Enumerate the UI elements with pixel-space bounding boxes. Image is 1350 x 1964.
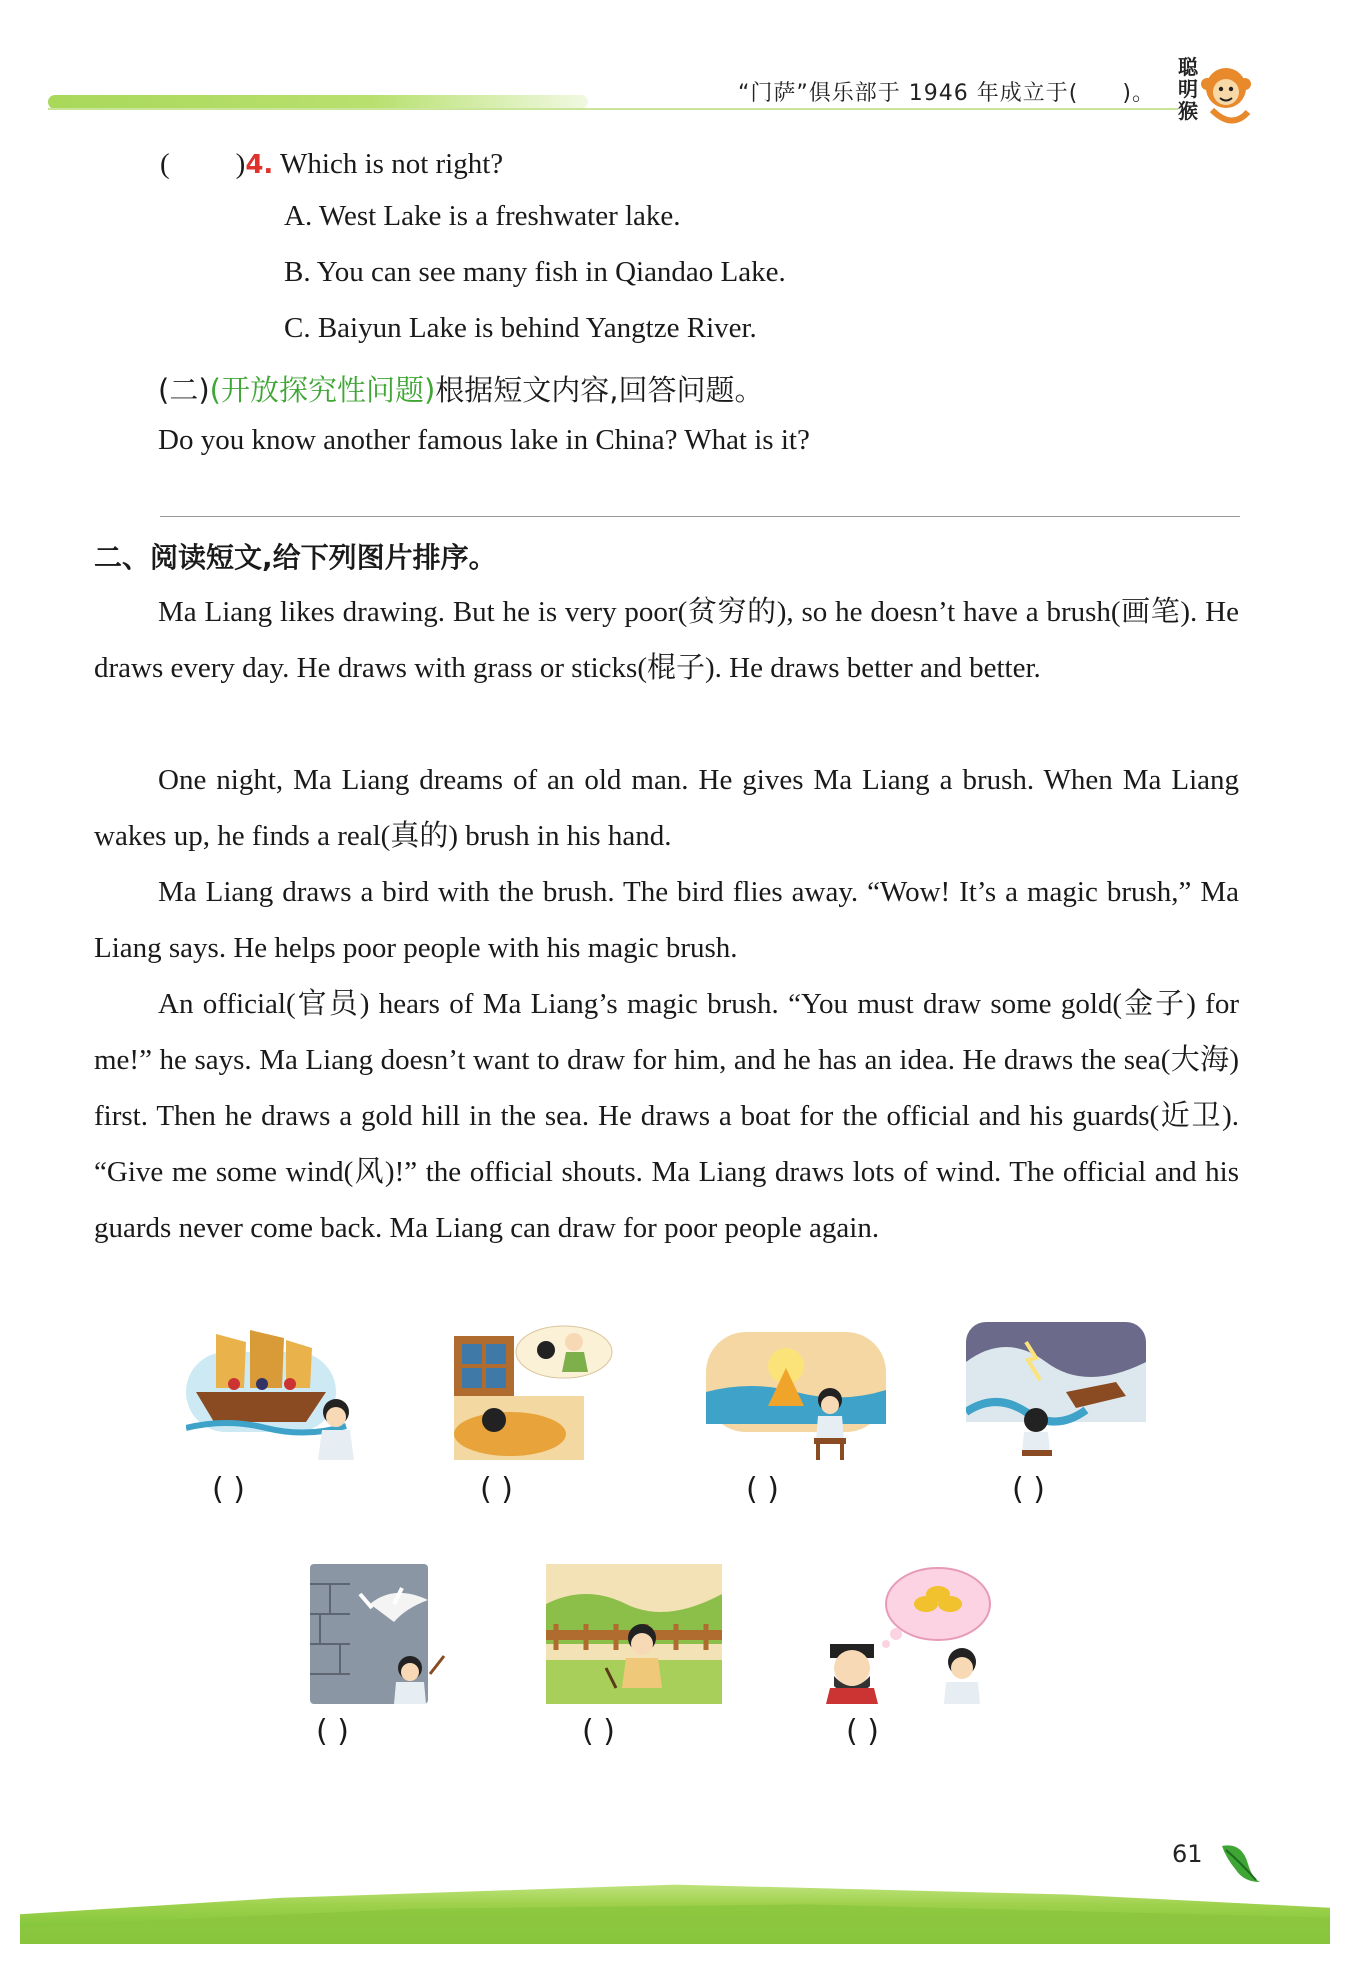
- header-bar: [48, 95, 588, 109]
- official-gold-scene-icon: [826, 1564, 1002, 1704]
- answer-paren[interactable]: ( ): [212, 1472, 245, 1507]
- boat-scene-icon: [186, 1322, 368, 1460]
- answer-paren[interactable]: ( ): [846, 1714, 879, 1749]
- answer-paren-open: (: [160, 148, 170, 180]
- story-paragraph-3: Ma Liang draws a bird with the brush. The bird flies away. “Wow! It’s a magic brush,” Ma Liang says. He helps poor people with his magic brush.: [94, 876, 1239, 964]
- header-trivia-after: )。: [1122, 81, 1155, 106]
- answer-paren[interactable]: ( ): [582, 1714, 615, 1749]
- option-a[interactable]: A. West Lake is a freshwater lake.: [284, 200, 681, 232]
- option-b[interactable]: B. You can see many fish in Qiandao Lake.: [284, 256, 786, 288]
- gold-hill-scene-icon: [706, 1322, 888, 1460]
- question-4: [160, 148, 503, 181]
- header-trivia: [738, 76, 1155, 107]
- part2-prefix: (二): [158, 373, 210, 407]
- logo-text: 聪明猴: [1178, 55, 1198, 123]
- answer-line[interactable]: [160, 516, 1240, 517]
- answer-paren[interactable]: ( ): [316, 1714, 349, 1749]
- page-number: 61: [1172, 1840, 1203, 1868]
- part2-instruction: [158, 368, 764, 409]
- option-c[interactable]: C. Baiyun Lake is behind Yangtze River.: [284, 312, 757, 344]
- part2-question: Do you know another famous lake in China? What is it?: [158, 424, 810, 456]
- part2-text: 根据短文内容,回答问题。: [435, 373, 764, 407]
- part2-tag: (开放探究性问题): [209, 373, 436, 407]
- grass-drawing-scene-icon: [546, 1564, 724, 1704]
- header-trivia-before: “门萨”俱乐部于 1946 年成立于(: [738, 81, 1079, 106]
- answer-paren[interactable]: ( ): [480, 1472, 513, 1507]
- section-title: 二、阅读短文,给下列图片排序。: [94, 541, 497, 574]
- leaf-icon: [1218, 1838, 1262, 1886]
- header-rule: [48, 108, 1178, 110]
- question-text: Which is not right?: [280, 148, 504, 180]
- question-number: 4.: [245, 150, 274, 180]
- storm-scene-icon: [966, 1322, 1148, 1460]
- answer-paren[interactable]: ( ): [1012, 1472, 1045, 1507]
- story-paragraph-4: An official(官员) hears of Ma Liang’s magic brush. “You must draw some gold(金子) for me!” he says. Ma Liang doesn’t want to draw for him, and he has an idea. He draws the sea(大海) first. Then he draws a gold hill in the sea. He draws a boat for the official and his guards(近卫). “Give me some wind(风)!” the official shouts. Ma Liang draws lots of wind. The official and his guards never come back. Ma Liang can draw for poor people again.: [94, 988, 1239, 1244]
- answer-paren[interactable]: ( ): [746, 1472, 779, 1507]
- bird-scene-icon: [310, 1564, 460, 1704]
- story-paragraph-2: One night, Ma Liang dreams of an old man. He gives Ma Liang a brush. When Ma Liang wakes up, he finds a real(真的) brush in his hand.: [94, 764, 1239, 852]
- dream-scene-icon: [454, 1322, 614, 1460]
- answer-paren-close: ): [235, 148, 246, 180]
- story-paragraph-1: Ma Liang likes drawing. But he is very poor(贫穷的), so he doesn’t have a brush(画笔). He draws every day. He draws with grass or sticks(棍子). He draws better and better.: [94, 596, 1239, 684]
